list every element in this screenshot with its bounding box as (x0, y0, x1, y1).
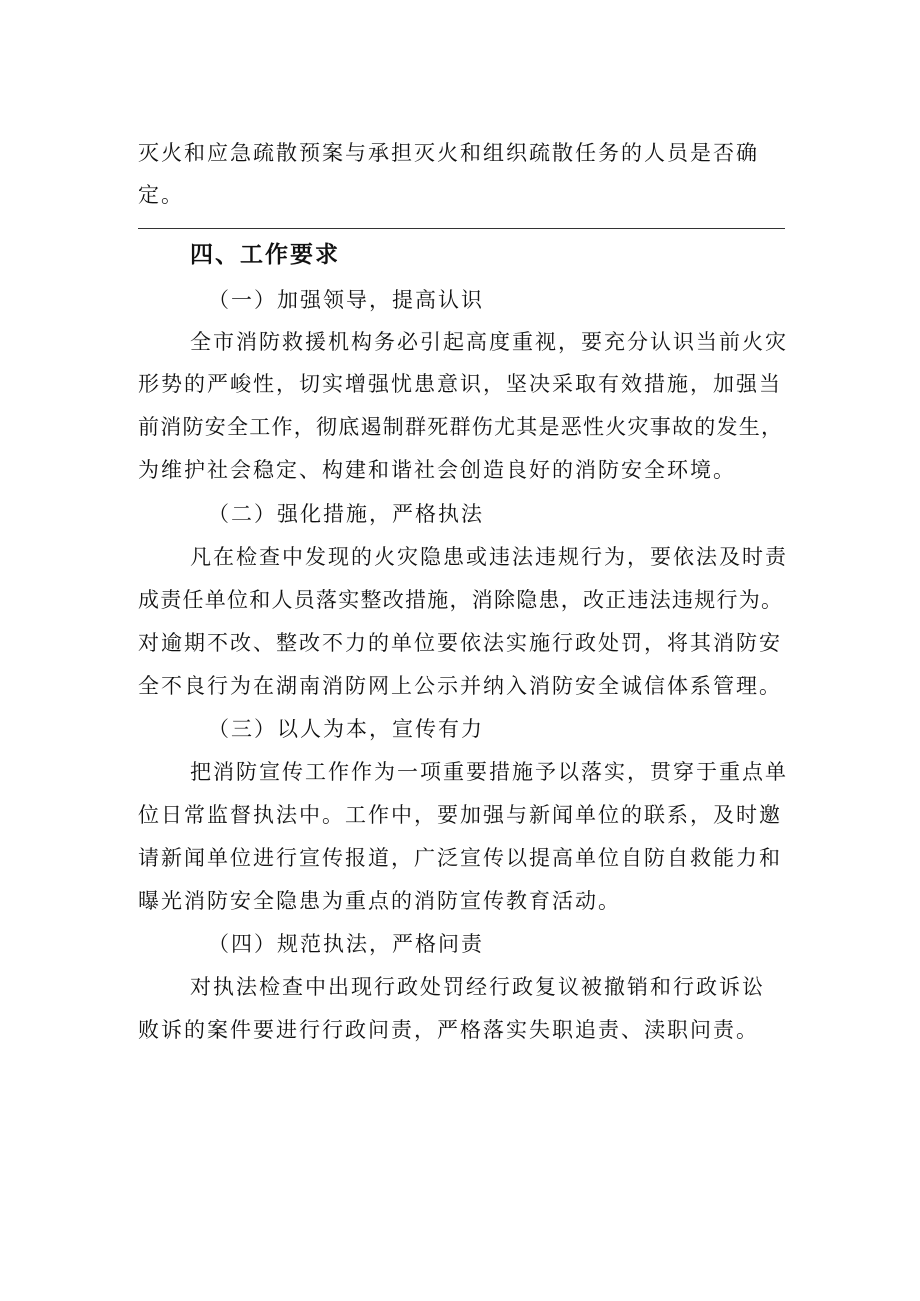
paragraph-line: 前消防安全工作，彻底遏制群死群伤尤其是恶性火灾事故的发生， (138, 415, 784, 439)
paragraph-line: 败诉的案件要进行行政问责，严格落实失职追责、渎职问责。 (138, 1018, 759, 1042)
paragraph-line: 全市消防救援机构务必引起高度重视，要充分认识当前火灾 (190, 330, 788, 354)
subsection-title-1: （一）加强领导，提高认识 (208, 288, 484, 312)
section-divider (138, 228, 785, 229)
paragraph-line: 全不良行为在湖南消防网上公示并纳入消防安全诚信体系管理。 (138, 674, 782, 698)
paragraph-line: 对执法检查中出现行政处罚经行政复议被撤销和行政诉讼 (190, 975, 765, 999)
paragraph-line: 为维护社会稳定、构建和谐社会创造良好的消防安全环境。 (138, 458, 736, 482)
paragraph-line: 凡在检查中发现的火灾隐患或违法违规行为，要依法及时责 (190, 545, 788, 569)
paragraph-line: 请新闻单位进行宣传报道，广泛宣传以提高单位自防自救能力和 (138, 846, 782, 870)
continuation-line-1: 灭火和应急疏散预案与承担灭火和组织疏散任务的人员是否确 (138, 141, 759, 165)
paragraph-line: 把消防宣传工作作为一项重要措施予以落实，贯穿于重点单 (190, 760, 788, 784)
subsection-title-4: （四）规范执法，严格问责 (208, 932, 484, 956)
subsection-title-3: （三）以人为本，宣传有力 (208, 717, 484, 741)
paragraph-line: 形势的严峻性，切实增强忧患意识，坚决采取有效措施，加强当 (138, 372, 782, 396)
continuation-line-2: 定。 (138, 183, 184, 207)
section-title: 四、工作要求 (190, 242, 340, 268)
paragraph-line: 位日常监督执法中。工作中，要加强与新闻单位的联系，及时邀 (138, 803, 782, 827)
paragraph-line: 曝光消防安全隐患为重点的消防宣传教育活动。 (138, 889, 621, 913)
subsection-title-2: （二）强化措施，严格执法 (208, 502, 484, 526)
paragraph-line: 成责任单位和人员落实整改措施，消除隐患，改正违法违规行为。 (138, 588, 784, 612)
paragraph-line: 对逾期不改、整改不力的单位要依法实施行政处罚，将其消防安 (138, 631, 782, 655)
